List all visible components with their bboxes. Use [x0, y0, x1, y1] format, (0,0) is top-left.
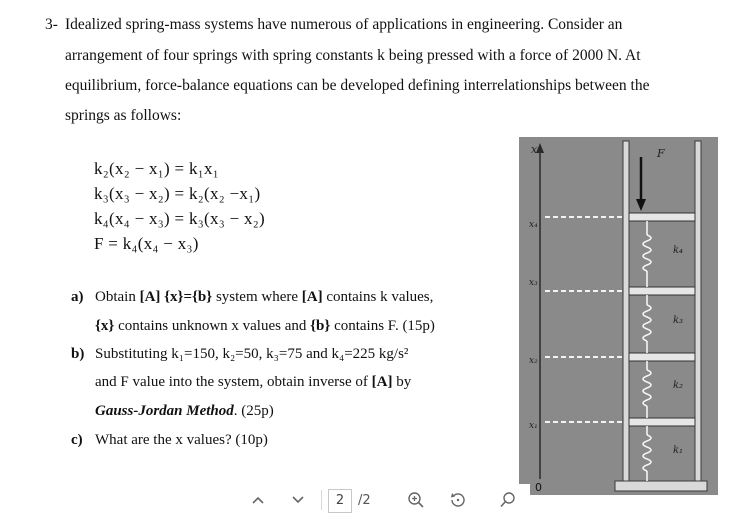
spring-label-k2: k₂: [673, 380, 684, 391]
zoom-in-button[interactable]: [404, 488, 428, 512]
part-b-matrix: [A]: [371, 374, 393, 390]
part-b-line-3: [95, 403, 274, 420]
part-a-line-2: [95, 318, 435, 335]
x-axis-label: x: [531, 143, 538, 156]
equation-3: k₄(x₄ − x₃) = k₃(x₃ − x₂): [94, 209, 265, 228]
equation-1: k₂(x₂ − x₁) = k₁x₁: [94, 159, 220, 178]
part-c-line-1: What are the x values? (10p): [95, 432, 268, 448]
part-b-line-2: [95, 374, 411, 391]
pdf-toolbar: [232, 484, 530, 516]
chevron-up-icon: [251, 495, 265, 505]
part-b-text: . (25p): [233, 403, 274, 419]
part-b-line-1: Substituting k₁=150, k₂=50, k₃=75 and k₄=225 kg/s²: [95, 346, 409, 362]
previous-page-button[interactable]: [246, 488, 270, 512]
part-a-system: [A] {x}={b}: [139, 289, 213, 305]
equation-2: k₃(x₃ − x₂) = k₂(x₂ −x₁): [94, 184, 261, 203]
equation-4: F = k₄(x₄ − x₃): [94, 234, 199, 253]
position-label-x4: x₄: [529, 220, 538, 230]
part-a-text: contains F. (15p): [330, 318, 435, 334]
force-label: F: [657, 147, 665, 160]
rotate-icon: [449, 491, 467, 509]
part-a-letter: a): [71, 289, 84, 305]
position-label-x3: x₃: [529, 278, 538, 288]
part-a-b-vector: {b}: [310, 318, 331, 334]
position-label-x1: x₁: [529, 421, 538, 431]
intro-line-1: Idealized spring-mass systems have numerous of applications in engineering. Consider an: [65, 16, 623, 33]
part-a-text: system where: [212, 289, 302, 305]
intro-line-2: arrangement of four springs with spring constants k being pressed with a force of 2000 N. At: [65, 47, 641, 64]
spring-mass-figure: [519, 137, 718, 495]
spring-label-k4: k₄: [673, 245, 684, 256]
part-a-text: contains k values,: [322, 289, 434, 305]
part-b-text: by: [392, 374, 412, 390]
intro-line-4: springs as follows:: [65, 107, 182, 124]
part-a-text: Obtain: [95, 289, 140, 305]
part-b-letter: b): [71, 346, 85, 362]
chevron-down-icon: [291, 495, 305, 505]
zoom-in-icon: [407, 491, 425, 509]
rotate-button[interactable]: [446, 488, 470, 512]
toolbar-separator: [321, 490, 322, 510]
part-b-method: Gauss-Jordan Method: [95, 403, 234, 419]
position-label-x2: x₂: [529, 356, 538, 366]
spring-label-k3: k₃: [673, 315, 684, 326]
part-b-text: and F value into the system, obtain inverse of: [95, 374, 372, 390]
page-total: /2: [358, 493, 371, 508]
part-a-line-1: [95, 289, 433, 306]
part-a-text: contains unknown x values and: [114, 318, 311, 334]
origin-label: 0: [535, 481, 542, 494]
intro-line-3: equilibrium, force-balance equations can be developed defining interrelationships between the: [65, 77, 650, 94]
question-number: 3-: [45, 16, 58, 33]
search-icon: [499, 491, 517, 509]
part-a-x-vector: {x}: [95, 318, 115, 334]
search-button[interactable]: [496, 488, 520, 512]
next-page-button[interactable]: [286, 488, 310, 512]
spring-label-k1: k₁: [673, 445, 684, 456]
part-a-matrix: [A]: [301, 289, 323, 305]
spring-diagram: [519, 137, 718, 495]
part-c-letter: c): [71, 432, 83, 448]
page-number-input[interactable]: 2: [328, 489, 352, 513]
